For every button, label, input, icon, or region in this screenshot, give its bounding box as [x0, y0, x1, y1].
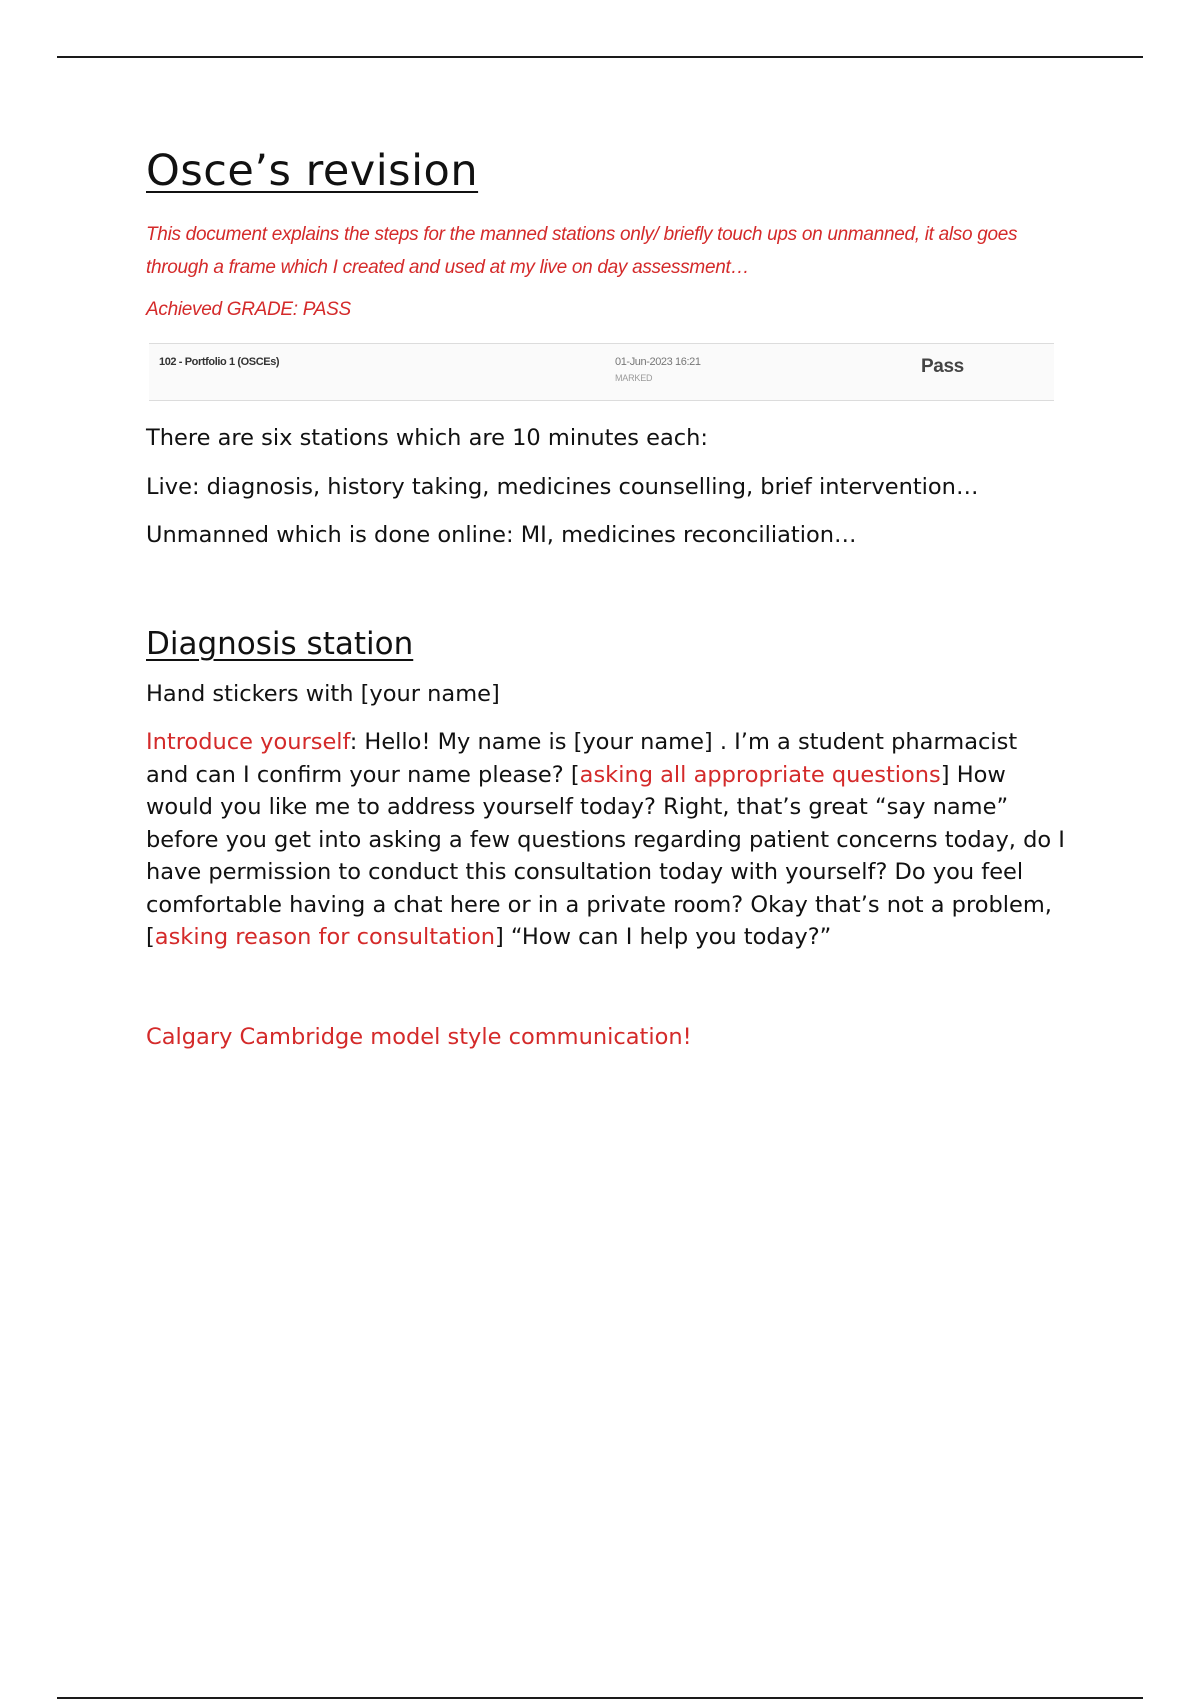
stations-overview: There are six stations which are 10 minutes each: — [146, 425, 708, 451]
result-grade: Pass — [921, 356, 964, 377]
diagnosis-heading: Diagnosis station — [146, 625, 414, 662]
intro-text-3: ] “How can I help you today?” — [494, 924, 832, 950]
communication-callout: Calgary Cambridge model style communication! — [146, 1023, 692, 1050]
header-rule — [57, 56, 1143, 58]
document-title: Osce’s revision — [146, 146, 479, 196]
intro-text-1: : Hello! My name is [your name] . I’m a student pharmacist and can I confirm your name please? [ — [146, 729, 1018, 788]
appropriate-questions-label: asking all appropriate questions — [579, 761, 941, 788]
result-screenshot — [149, 343, 1054, 401]
hand-stickers: Hand stickers with [your name] — [146, 680, 500, 707]
result-date: 01-Jun-2023 16:21 — [615, 356, 701, 368]
document-body — [146, 140, 1066, 1053]
introduce-yourself-label: Introduce yourself — [146, 729, 350, 755]
achieved-grade: Achieved GRADE: PASS — [146, 299, 351, 320]
reason-for-consultation-label: asking reason for consultation — [154, 924, 495, 950]
introduction-paragraph — [146, 726, 1066, 954]
footer-rule — [57, 1697, 1143, 1699]
unmanned-stations: Unmanned which is done online: MI, medicines reconciliation… — [146, 522, 857, 548]
live-stations: Live: diagnosis, history taking, medicines counselling, brief intervention… — [146, 473, 979, 500]
result-status: MARKED — [615, 373, 653, 383]
intro-note: This document explains the steps for the manned stations only/ briefly touch ups on unmanned, it also goes through a frame which I created and used at my live on day assessment… — [146, 224, 1018, 278]
module-name: 102 - Portfolio 1 (OSCEs) — [159, 356, 280, 368]
intro-text-2: ] How would you like me to address yourself today? Right, that’s great “say name” before you get into asking a few questions regarding patient concerns today, do I have permission to conduct this consultation today with yourself? Do you feel comfortable having a chat here or in a private room? Okay that’s not a problem, [ — [146, 761, 1065, 950]
